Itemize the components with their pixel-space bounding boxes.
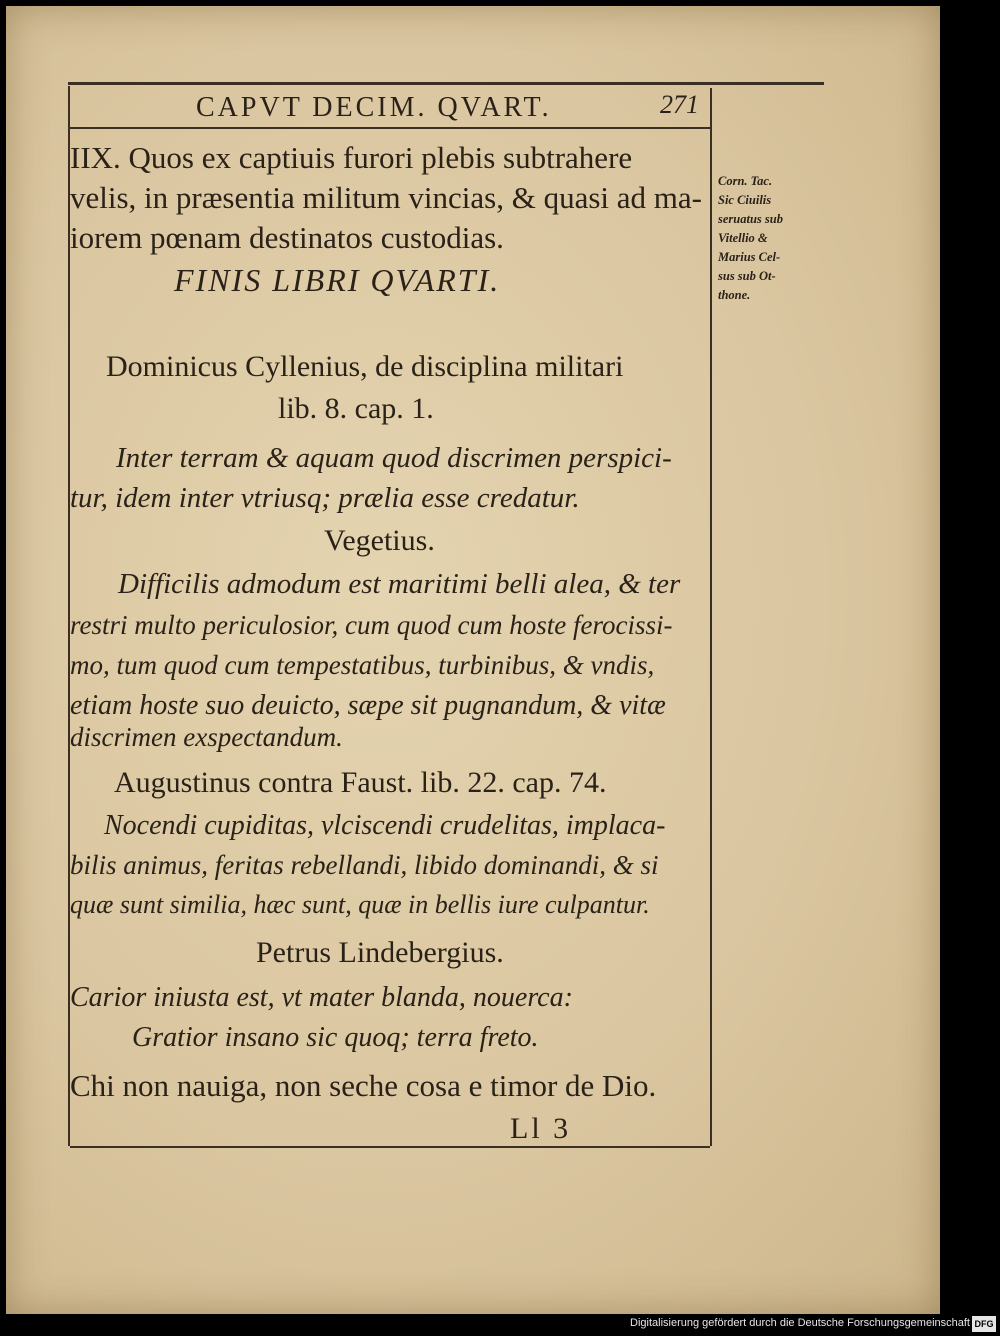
quote-line: etiam hoste suo deuicto, sæpe sit pugnandum, & vitæ [70,690,666,721]
proverb-line: Chi non nauiga, non seche cosa e timor de Dio. [70,1068,657,1103]
marginal-note-line: Corn. Tac. [718,174,773,188]
marginal-note-line: Marius Cel- [718,250,781,264]
source-heading: lib. 8. cap. 1. [278,392,434,425]
folio-number: 271 [660,90,699,119]
marginal-note-line: sus sub Ot- [718,269,776,283]
marginal-note-line: Vitellio & [718,231,768,245]
body-line: iorem pœnam destinatos custodias. [70,220,504,255]
quote-line: quæ sunt similia, hæc sunt, quæ in bellis iure culpantur. [70,890,650,919]
running-head: CAPVT DECIM. QVART. [196,92,552,123]
quote-line: tur, idem inter vtriusq; prælia esse credatur. [70,482,580,514]
funding-credit: Digitalisierung gefördert durch die Deutsche Forschungsgemeinschaft [630,1317,970,1329]
signature-mark: Ll 3 [510,1112,572,1145]
body-line: IIX. Quos ex captiuis furori plebis subtrahere [70,140,633,175]
frame-rule-top [68,82,824,85]
quote-line: discrimen exspectandum. [70,722,343,752]
source-heading: Vegetius. [324,524,435,557]
verse-line: Gratior insano sic quoq; terra freto. [132,1022,539,1053]
marginal-note-line: thone. [718,288,751,302]
book-page [6,6,940,1314]
marginal-note [718,172,828,305]
body-line: velis, in præsentia militum vincias, & quasi ad ma- [70,180,702,215]
frame-rule-bottom [70,1146,710,1148]
quote-line: mo, tum quod cum tempestatibus, turbinibus, & vndis, [70,650,655,680]
frame-rule-margin [710,88,712,1146]
source-heading: Augustinus contra Faust. lib. 22. cap. 74. [114,766,607,799]
quote-line: Inter terram & aquam quod discrimen perspici- [116,442,672,474]
frame-rule-head [70,127,710,129]
source-heading: Dominicus Cyllenius, de disciplina militari [106,350,624,383]
quote-line: restri multo periculosior, cum quod cum hoste ferocissi- [70,610,673,640]
marginal-note-line: Sic Ciuilis [718,193,772,207]
verse-line: Carior iniusta est, vt mater blanda, nouerca: [70,982,573,1013]
source-heading: Petrus Lindebergius. [256,936,504,969]
book-end-heading: FINIS LIBRI QVARTI. [174,262,501,298]
footer-bar [0,1314,1000,1336]
quote-line: bilis animus, feritas rebellandi, libido dominandi, & si [70,850,659,880]
quote-line: Difficilis admodum est maritimi belli alea, & ter [118,568,681,600]
dfg-logo: DFG [972,1316,996,1332]
marginal-note-line: seruatus sub [718,212,783,226]
quote-line: Nocendi cupiditas, vlciscendi crudelitas, implaca- [104,810,666,841]
